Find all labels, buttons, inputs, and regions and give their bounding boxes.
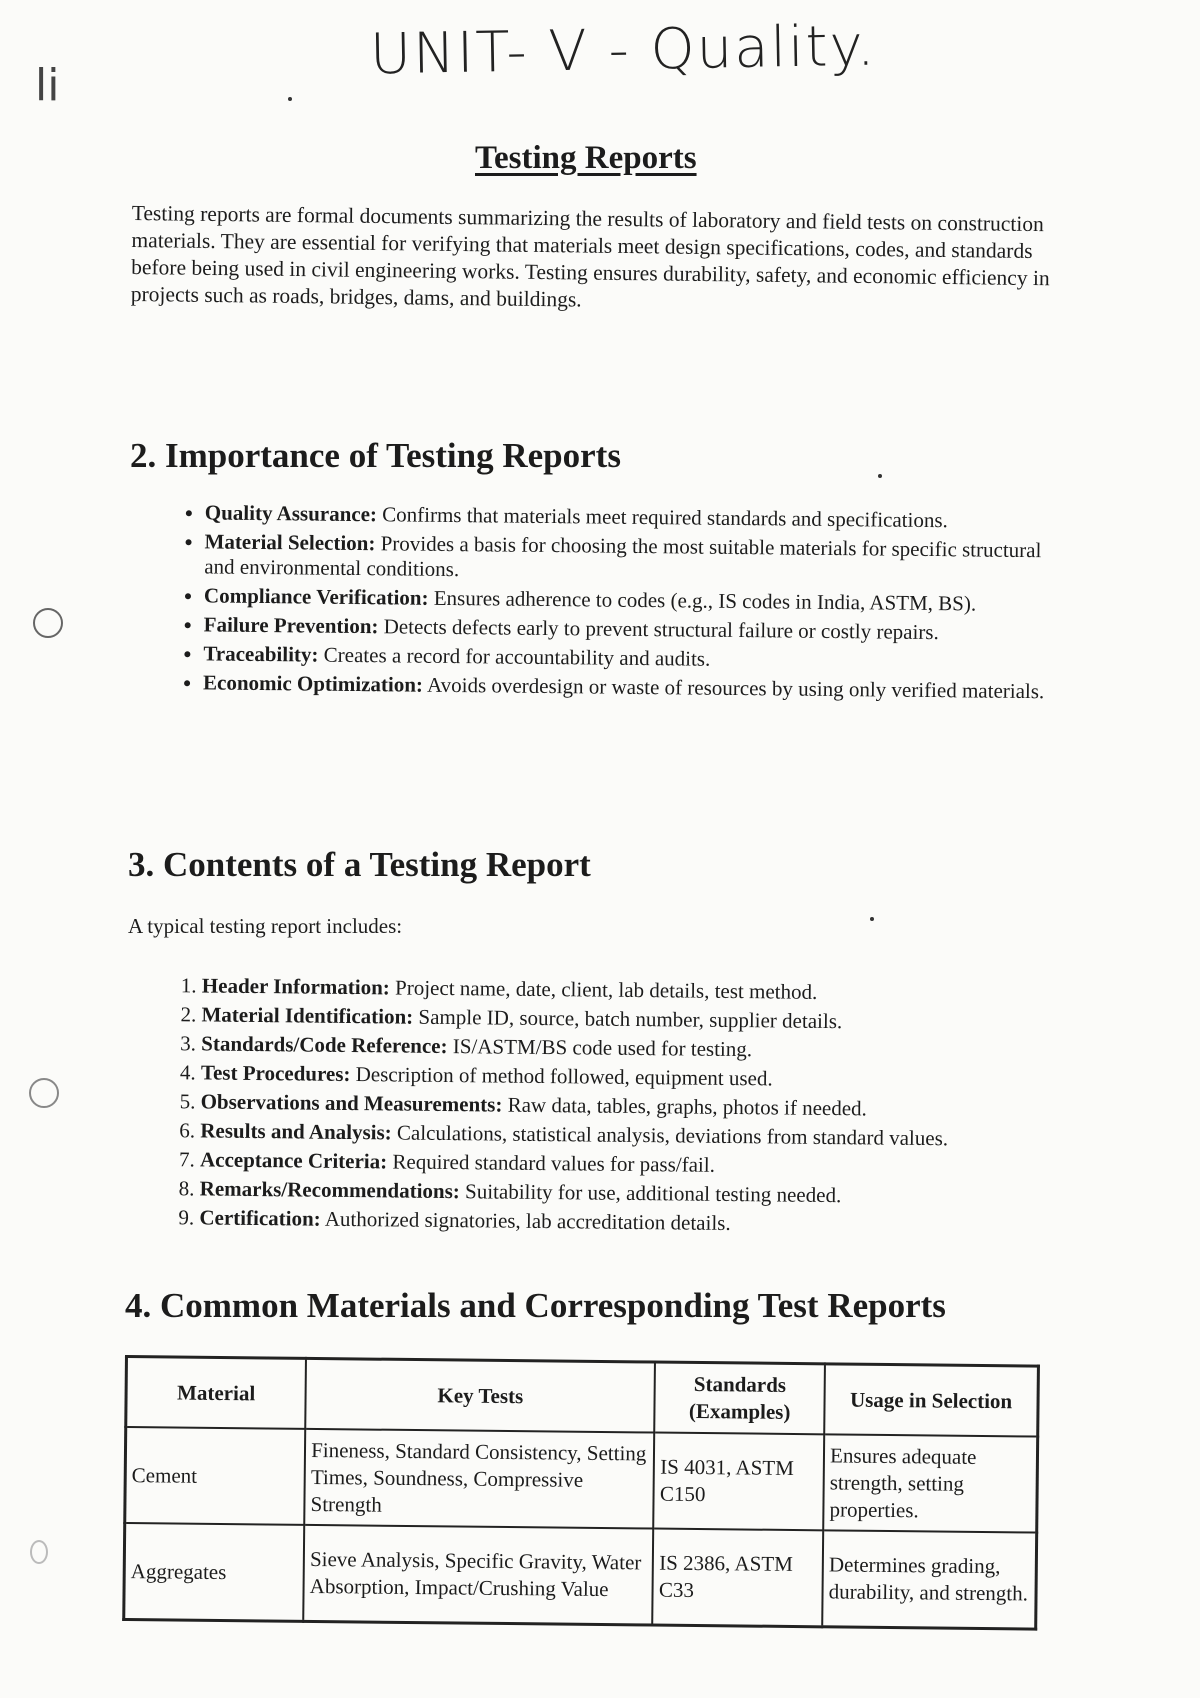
- list-item: [204, 529, 1064, 588]
- scan-speck: [878, 474, 882, 478]
- item-term: Observations and Measurements:: [200, 1089, 503, 1117]
- item-text: Provides a basis for choosing the most suitable materials for specific structural and environmental conditions.: [204, 531, 1042, 582]
- list-item: [204, 612, 1064, 646]
- contents-list: [157, 972, 1052, 1242]
- list-item: [205, 500, 1065, 534]
- punch-hole-mark: [29, 1078, 59, 1108]
- item-text: Ensures adherence to codes (e.g., IS codes in India, ASTM, BS).: [428, 585, 977, 616]
- item-text: Avoids overdesign or waste of resources by using only verified materials.: [422, 672, 1045, 704]
- scan-speck: [288, 97, 292, 101]
- item-text: Creates a record for accountability and audits.: [318, 642, 711, 671]
- section-4-heading: 4. Common Materials and Corresponding Test Reports: [125, 1286, 946, 1325]
- item-term: Remarks/Recommendations:: [199, 1176, 460, 1204]
- table-header-row: [126, 1357, 1039, 1437]
- handwritten-unit-heading: UNIT- V - Quality.: [369, 13, 878, 88]
- item-text: Calculations, statistical analysis, deviations from standard values.: [391, 1120, 949, 1151]
- item-term: Material Identification:: [201, 1002, 414, 1029]
- item-text: Authorized signatories, lab accreditation details.: [320, 1206, 731, 1235]
- list-item: [204, 583, 1064, 617]
- table-cell: IS 2386, ASTM C33: [653, 1529, 824, 1627]
- table-row: [125, 1427, 1038, 1533]
- item-term: Standards/Code Reference:: [201, 1031, 448, 1059]
- column-header: Standards (Examples): [655, 1362, 825, 1434]
- section-2-heading: 2. Importance of Testing Reports: [130, 436, 621, 475]
- contents-lead: A typical testing report includes:: [128, 914, 403, 938]
- item-term: Traceability:: [203, 641, 319, 667]
- table-row: [124, 1523, 1037, 1629]
- section-3-heading: 3. Contents of a Testing Report: [128, 845, 591, 884]
- item-term: Header Information:: [201, 973, 390, 1000]
- table-cell: Sieve Analysis, Specific Gravity, Water Absorption, Impact/Crushing Value: [303, 1525, 653, 1625]
- item-term: Test Procedures:: [200, 1060, 351, 1086]
- item-term: Failure Prevention:: [203, 612, 379, 639]
- table-cell: Ensures adequate strength, setting properties.: [823, 1434, 1037, 1532]
- item-term: Results and Analysis:: [200, 1118, 392, 1145]
- table-cell: IS 4031, ASTM C150: [654, 1433, 825, 1531]
- punch-hole-mark: [33, 608, 63, 638]
- item-term: Acceptance Criteria:: [199, 1147, 388, 1174]
- list-item: [203, 641, 1063, 675]
- item-text: Sample ID, source, batch number, supplier details.: [413, 1004, 843, 1034]
- item-term: Economic Optimization:: [202, 670, 424, 697]
- list-item: [199, 1204, 1049, 1239]
- importance-list: [163, 500, 1065, 708]
- item-term: Compliance Verification:: [203, 583, 429, 610]
- margin-mark: li: [35, 60, 60, 111]
- column-header: Material: [126, 1357, 306, 1429]
- column-header: Key Tests: [305, 1358, 655, 1432]
- item-term: Material Selection:: [204, 529, 376, 556]
- item-text: Suitability for use, additional testing needed.: [459, 1179, 842, 1208]
- punch-hole-mark: [30, 1540, 48, 1564]
- materials-table: [122, 1355, 1040, 1631]
- item-term: Certification:: [199, 1205, 321, 1231]
- table-cell: Fineness, Standard Consistency, Setting Times, Soundness, Compressive Strength: [304, 1429, 654, 1529]
- intro-paragraph: Testing reports are formal documents summarizing the results of laboratory and field tests on construction materials. They are essential for verifying that materials meet design specifications, codes, and standards before being used in civil engineering works. Testing ensures durability, safety, and economic efficiency in projects such as roads, bridges, dams, and buildings.: [130, 200, 1050, 312]
- column-header: Usage in Selection: [824, 1364, 1038, 1437]
- table-cell: Cement: [125, 1427, 306, 1525]
- scan-speck: [870, 917, 874, 921]
- item-text: Detects defects early to prevent structural failure or costly repairs.: [378, 614, 939, 645]
- item-term: Quality Assurance:: [204, 500, 378, 527]
- table-cell: Aggregates: [124, 1523, 305, 1621]
- item-text: IS/ASTM/BS code used for testing.: [447, 1034, 753, 1062]
- list-item: [203, 670, 1063, 704]
- item-text: Project name, date, client, lab details, test method.: [389, 975, 818, 1004]
- item-text: Raw data, tables, graphs, photos if needed.: [502, 1092, 868, 1121]
- page-title: Testing Reports: [475, 140, 697, 176]
- item-text: Confirms that materials meet required standards and specifications.: [376, 502, 948, 533]
- item-text: Required standard values for pass/fail.: [387, 1149, 716, 1177]
- table-cell: Determines grading, durability, and strength.: [822, 1530, 1036, 1629]
- item-text: Description of method followed, equipment used.: [350, 1062, 773, 1091]
